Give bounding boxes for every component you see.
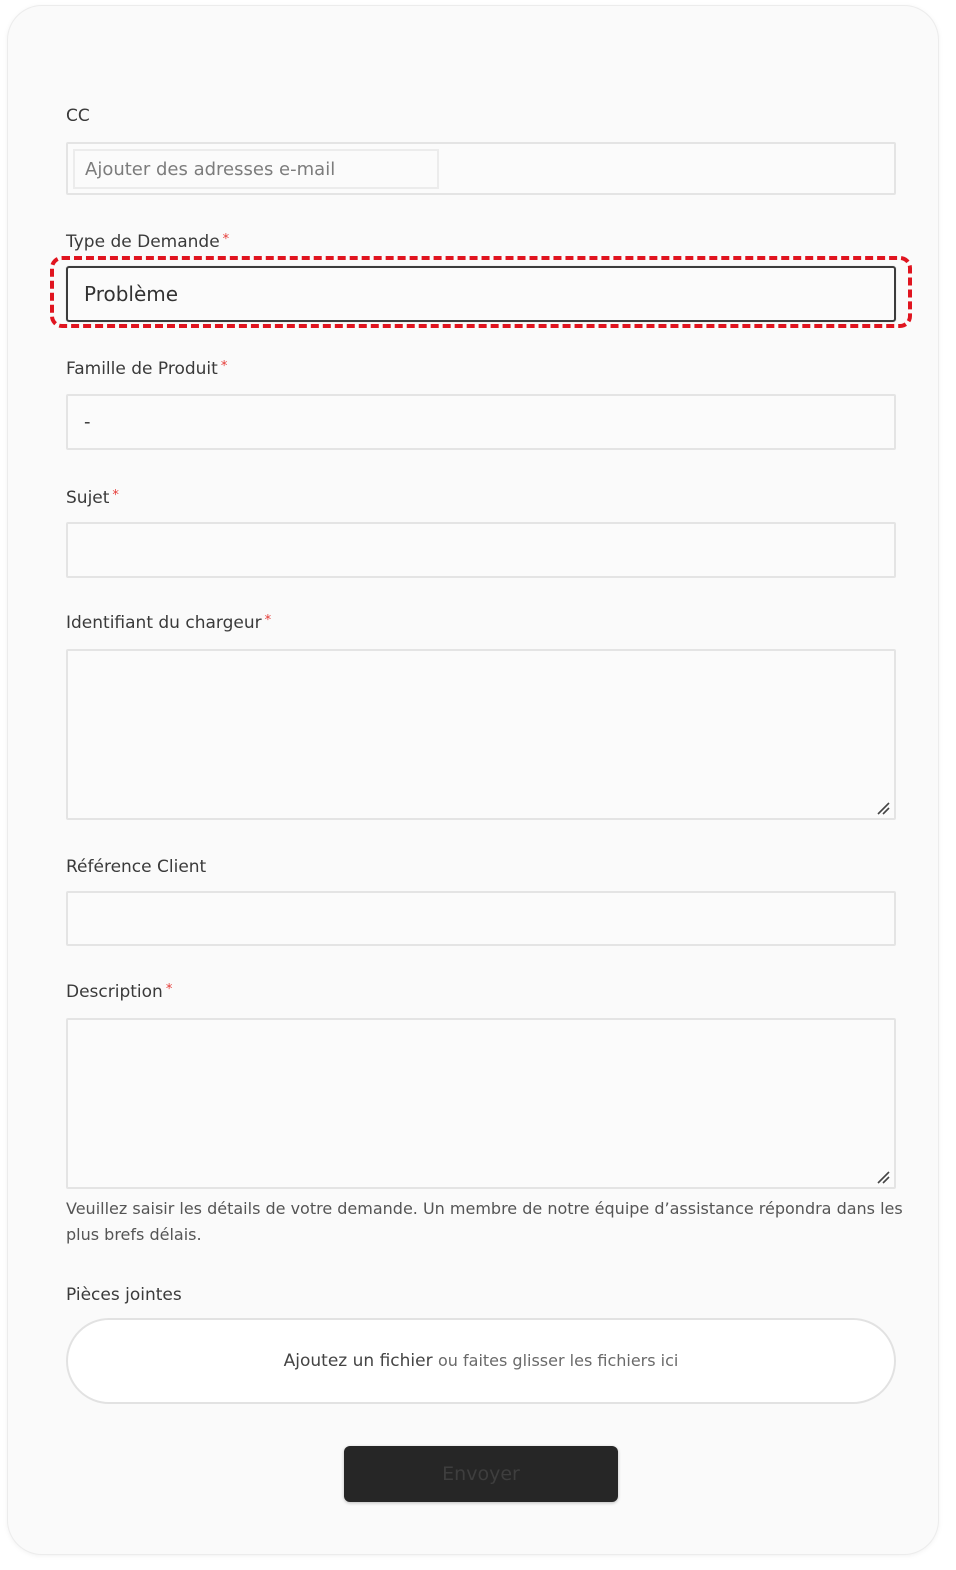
product-family-value: - bbox=[84, 411, 91, 433]
client-reference-label: Référence Client bbox=[66, 857, 207, 877]
product-family-select[interactable] bbox=[66, 394, 896, 450]
description-textarea[interactable] bbox=[66, 1018, 896, 1189]
resize-grip-icon[interactable] bbox=[876, 801, 890, 815]
submit-button[interactable]: Envoyer bbox=[344, 1446, 618, 1502]
request-form-card bbox=[8, 6, 938, 1554]
request-type-value: Problème bbox=[84, 282, 179, 306]
drop-files-text: ou faites glisser les fichiers ici bbox=[437, 1351, 679, 1370]
cc-email-input[interactable] bbox=[75, 151, 437, 187]
request-type-select[interactable] bbox=[66, 266, 896, 322]
charger-id-textarea[interactable] bbox=[66, 649, 896, 820]
required-marker: * bbox=[220, 359, 228, 374]
cc-label: CC bbox=[66, 106, 90, 126]
client-reference-input[interactable] bbox=[66, 891, 896, 946]
product-family-label: Famille de Produit * bbox=[66, 359, 228, 379]
required-marker: * bbox=[264, 613, 272, 628]
add-file-link[interactable]: Ajoutez un fichier bbox=[283, 1351, 433, 1371]
cc-field[interactable] bbox=[66, 142, 896, 195]
subject-label: Sujet * bbox=[66, 488, 119, 508]
attachments-label: Pièces jointes bbox=[66, 1285, 182, 1305]
resize-grip-icon[interactable] bbox=[876, 1170, 890, 1184]
request-type-label: Type de Demande * bbox=[66, 232, 230, 252]
required-marker: * bbox=[112, 488, 119, 503]
charger-id-label: Identifiant du chargeur * bbox=[66, 613, 272, 633]
attachments-dropzone[interactable] bbox=[66, 1318, 896, 1404]
description-help-text: Veuillez saisir les détails de votre demande. Un membre de notre équipe d’assistance répondra dans les plus brefs délais. bbox=[66, 1199, 903, 1244]
required-marker: * bbox=[165, 982, 173, 997]
required-marker: * bbox=[222, 232, 230, 247]
description-label: Description * bbox=[66, 982, 173, 1002]
cc-email-input-wrapper bbox=[73, 149, 439, 189]
subject-input[interactable] bbox=[66, 522, 896, 578]
